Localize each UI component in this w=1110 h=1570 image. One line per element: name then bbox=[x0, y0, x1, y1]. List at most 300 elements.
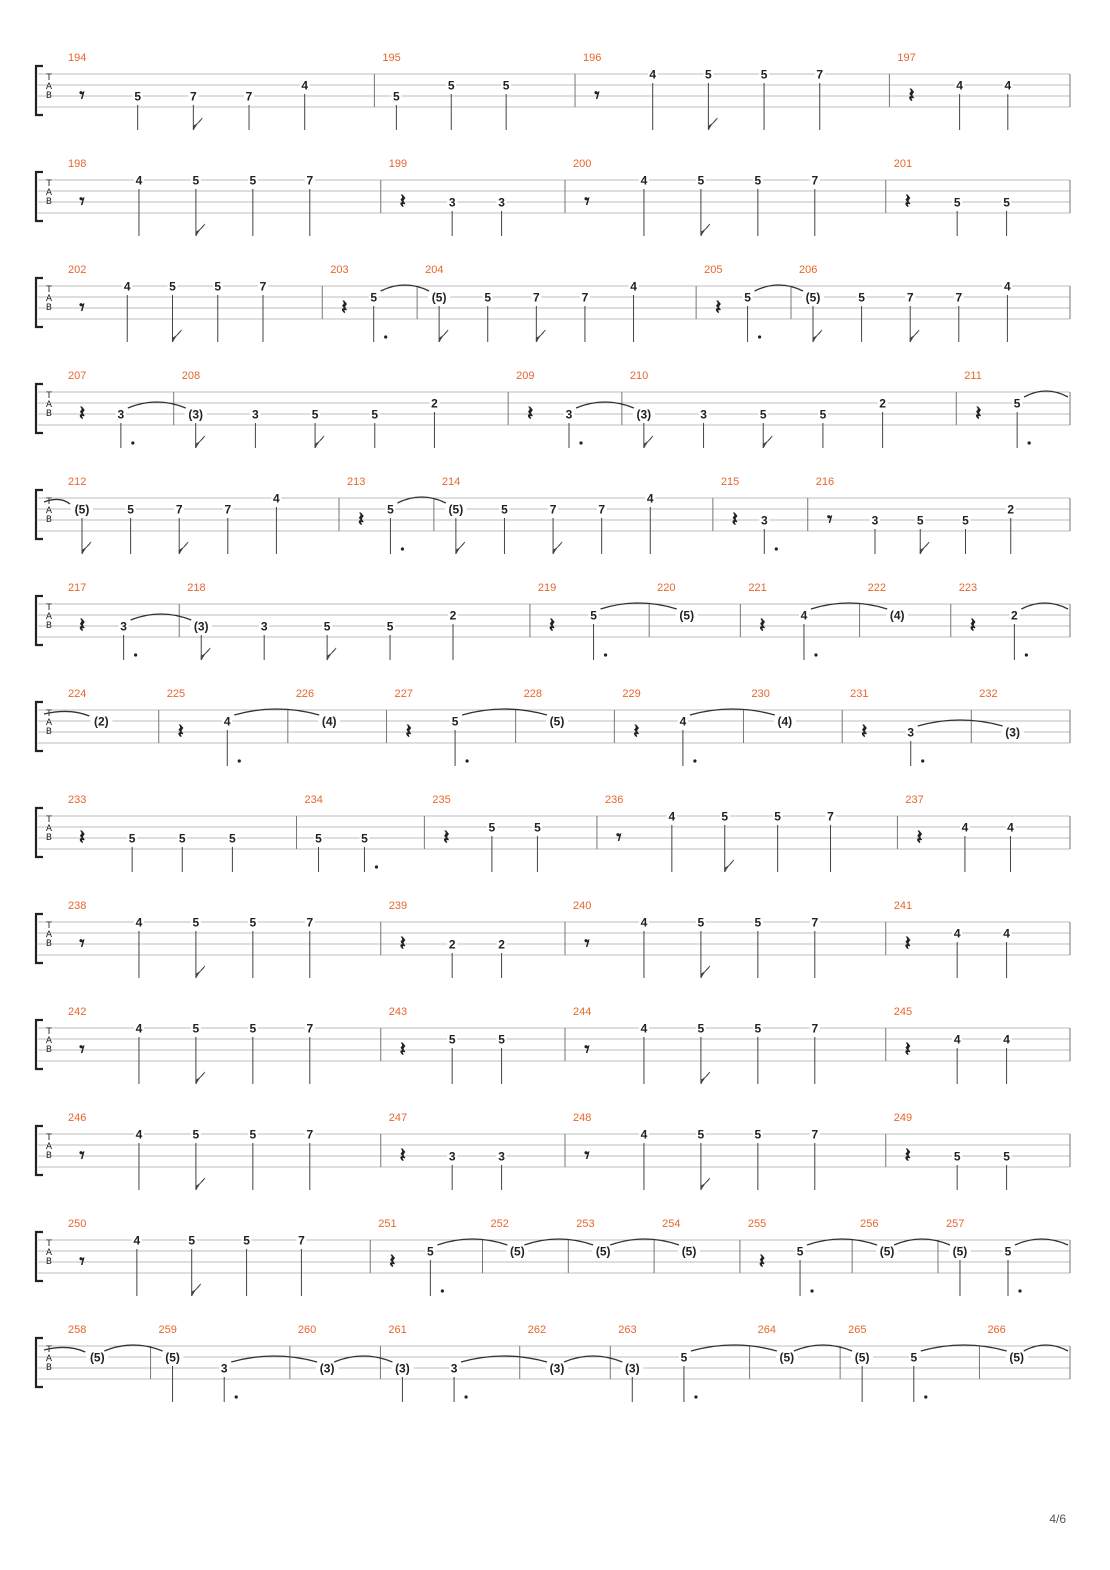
measure bbox=[740, 1218, 814, 1296]
fret-number: 5 bbox=[323, 619, 331, 634]
fret-number: 4 bbox=[1004, 78, 1012, 93]
measure bbox=[381, 1112, 507, 1190]
fret-number: 5 bbox=[498, 1032, 505, 1047]
tab-clef-letter: B bbox=[45, 1045, 53, 1055]
fret-number: 5 bbox=[774, 809, 781, 824]
note-flag bbox=[813, 330, 822, 342]
measure bbox=[381, 264, 639, 342]
fret-number: 7 bbox=[955, 290, 963, 305]
fret-number: 2 bbox=[449, 608, 457, 623]
note-flag bbox=[315, 436, 324, 448]
duration-dot bbox=[924, 1395, 927, 1398]
measure-number: 228 bbox=[523, 688, 542, 700]
tab-clef-letter: T bbox=[46, 1027, 52, 1037]
fret-number: 5 bbox=[249, 173, 257, 188]
fret-number: 5 bbox=[192, 1021, 200, 1036]
measure bbox=[44, 1324, 108, 1365]
measure bbox=[740, 582, 817, 660]
measure bbox=[508, 370, 582, 448]
measure-number: 204 bbox=[425, 264, 444, 276]
fret-number: (5) bbox=[1009, 1350, 1025, 1365]
measure bbox=[597, 794, 836, 872]
fret-number: 5 bbox=[447, 78, 455, 93]
fret-number: 7 bbox=[598, 502, 606, 517]
fret-number: (3) bbox=[624, 1361, 640, 1376]
fret-number: 7 bbox=[259, 279, 267, 294]
measure bbox=[381, 1006, 507, 1084]
tab-clef-letter: A bbox=[45, 718, 53, 728]
eighth-rest: 𝄾 bbox=[827, 507, 833, 531]
fret-number: (5) bbox=[805, 290, 821, 305]
duration-dot bbox=[441, 1289, 444, 1292]
measure bbox=[231, 1324, 338, 1379]
measure-number: 254 bbox=[662, 1218, 681, 1230]
fret-number: 3 bbox=[448, 1149, 456, 1164]
fret-number: 5 bbox=[953, 1149, 961, 1164]
quarter-rest: 𝄽 bbox=[908, 83, 915, 107]
fret-number: (3) bbox=[188, 407, 204, 422]
fret-number: (5) bbox=[510, 1244, 525, 1259]
eighth-rest: 𝄾 bbox=[584, 1143, 590, 1167]
system-bracket bbox=[36, 914, 43, 963]
measure bbox=[68, 158, 315, 236]
duration-dot bbox=[131, 441, 134, 444]
note-flag bbox=[701, 224, 710, 236]
measure-number: 250 bbox=[68, 1218, 87, 1230]
tab-clef-letter: T bbox=[46, 1133, 52, 1143]
measure-number: 205 bbox=[704, 264, 723, 276]
measure-number: 264 bbox=[757, 1324, 776, 1336]
tab-clef-letter: A bbox=[45, 1248, 53, 1258]
quarter-rest: 𝄽 bbox=[399, 189, 406, 213]
tab-clef-letter: T bbox=[46, 285, 52, 295]
measure bbox=[886, 1112, 1012, 1190]
tab-system bbox=[36, 1218, 1070, 1296]
fret-number: 3 bbox=[220, 1361, 228, 1376]
fret-number: 5 bbox=[361, 831, 368, 846]
fret-number: 5 bbox=[371, 407, 379, 422]
fret-number: 4 bbox=[1004, 279, 1011, 294]
measure-number: 236 bbox=[604, 794, 624, 806]
fret-number: 7 bbox=[245, 89, 253, 104]
fret-number: 3 bbox=[260, 619, 268, 634]
measure-number: 212 bbox=[68, 476, 87, 488]
measure-number: 233 bbox=[68, 794, 87, 806]
fret-number: 7 bbox=[811, 915, 819, 930]
measure bbox=[374, 52, 511, 130]
measure-number: 249 bbox=[893, 1112, 913, 1124]
quarter-rest: 𝄽 bbox=[633, 719, 640, 743]
fret-number: 5 bbox=[796, 1244, 804, 1259]
measure bbox=[886, 158, 1012, 236]
tab-clef-letter: B bbox=[45, 1363, 53, 1373]
fret-number: 5 bbox=[484, 290, 492, 305]
measure bbox=[297, 794, 379, 872]
measure-number: 244 bbox=[573, 1006, 592, 1018]
tab-clef-letter: T bbox=[46, 603, 52, 613]
measure-number: 209 bbox=[516, 370, 535, 382]
fret-number: (4) bbox=[777, 714, 793, 729]
measure-number: 253 bbox=[576, 1218, 595, 1230]
quarter-rest: 𝄽 bbox=[399, 1143, 406, 1167]
tab-clef-letter: B bbox=[45, 727, 53, 737]
fret-number: 7 bbox=[190, 89, 197, 104]
measure bbox=[614, 688, 696, 766]
measure-number: 265 bbox=[848, 1324, 867, 1336]
measure-number: 256 bbox=[860, 1218, 879, 1230]
fret-number: (3) bbox=[319, 1361, 335, 1376]
measure-number: 224 bbox=[68, 688, 87, 700]
fret-number: 3 bbox=[565, 407, 573, 422]
note-flag bbox=[192, 1284, 201, 1296]
fret-number: 7 bbox=[306, 173, 314, 188]
fret-number: 5 bbox=[387, 502, 394, 517]
quarter-rest: 𝄽 bbox=[861, 719, 868, 743]
measure-number: 207 bbox=[68, 370, 87, 382]
tab-system bbox=[36, 582, 1070, 660]
measure bbox=[565, 158, 820, 236]
fret-number: 4 bbox=[223, 714, 231, 729]
fret-number: 3 bbox=[498, 1149, 505, 1164]
fret-number: (5) bbox=[431, 290, 447, 305]
fret-number: 5 bbox=[502, 78, 510, 93]
system-bracket bbox=[36, 808, 43, 857]
measure-number: 255 bbox=[747, 1218, 767, 1230]
measure-number: 229 bbox=[622, 688, 641, 700]
measure bbox=[918, 688, 1024, 743]
measure bbox=[713, 476, 778, 554]
fret-number: 5 bbox=[249, 1127, 257, 1142]
fret-number: 5 bbox=[590, 608, 597, 623]
quarter-rest: 𝄽 bbox=[969, 613, 976, 637]
measure bbox=[576, 370, 888, 448]
fret-number: 7 bbox=[298, 1233, 305, 1248]
fret-number: 4 bbox=[956, 78, 963, 93]
fret-number: 3 bbox=[760, 513, 768, 528]
note-flag bbox=[179, 542, 188, 554]
system-bracket bbox=[36, 278, 43, 327]
duration-dot bbox=[775, 547, 778, 550]
quarter-rest: 𝄽 bbox=[78, 825, 86, 849]
measure bbox=[794, 1324, 928, 1402]
fret-number: 4 bbox=[668, 809, 676, 824]
fret-number: 7 bbox=[306, 1127, 314, 1142]
measure-number: 258 bbox=[68, 1324, 87, 1336]
fret-number: 5 bbox=[760, 67, 768, 82]
measure bbox=[564, 1324, 698, 1402]
fret-number: (5) bbox=[854, 1350, 870, 1365]
fret-number: (4) bbox=[321, 714, 337, 729]
measure bbox=[808, 476, 1016, 554]
tab-clef-letter: B bbox=[45, 197, 53, 207]
note-flag bbox=[763, 436, 772, 448]
measure bbox=[159, 688, 241, 766]
system-bracket bbox=[36, 1232, 43, 1281]
fret-number: 5 bbox=[178, 831, 186, 846]
fret-number: 5 bbox=[451, 714, 459, 729]
fret-number: 5 bbox=[448, 1032, 456, 1047]
measure bbox=[44, 476, 281, 554]
measure-number: 237 bbox=[905, 794, 924, 806]
measure bbox=[921, 1324, 1068, 1379]
quarter-rest: 𝄽 bbox=[758, 1249, 765, 1273]
measure bbox=[68, 794, 237, 872]
measure bbox=[339, 476, 404, 554]
note-flag bbox=[708, 118, 717, 130]
fret-number: 5 bbox=[721, 809, 729, 824]
fret-number: 7 bbox=[816, 67, 824, 82]
measure-number: 208 bbox=[181, 370, 201, 382]
fret-number: (5) bbox=[448, 502, 464, 517]
tab-system bbox=[36, 794, 1070, 872]
fret-number: 5 bbox=[819, 407, 827, 422]
fret-number: (3) bbox=[636, 407, 652, 422]
measure bbox=[886, 900, 1012, 978]
duration-dot bbox=[401, 547, 404, 550]
measure bbox=[234, 688, 340, 743]
fret-number: 4 bbox=[649, 67, 657, 82]
fret-number: 7 bbox=[306, 915, 314, 930]
measure bbox=[565, 1006, 820, 1084]
note-flag bbox=[82, 542, 91, 554]
fret-number: 5 bbox=[534, 820, 541, 835]
fret-number: 2 bbox=[1011, 608, 1018, 623]
measure-number: 201 bbox=[893, 158, 913, 170]
tab-system bbox=[36, 52, 1070, 130]
tab-clef-letter: T bbox=[46, 391, 52, 401]
fret-number: 4 bbox=[679, 714, 687, 729]
measure bbox=[807, 1218, 898, 1273]
measure-number: 198 bbox=[68, 158, 87, 170]
fret-number: 7 bbox=[224, 502, 232, 517]
measure-number: 216 bbox=[815, 476, 835, 488]
fret-number: 5 bbox=[127, 502, 134, 517]
measure-number: 214 bbox=[441, 476, 461, 488]
fret-number: (3) bbox=[1005, 725, 1020, 740]
tab-system bbox=[36, 370, 1070, 448]
fret-number: 5 bbox=[249, 1021, 257, 1036]
tab-clef-letter: B bbox=[45, 303, 53, 313]
fret-number: 4 bbox=[135, 915, 143, 930]
fret-number: 5 bbox=[680, 1350, 688, 1365]
system-bracket bbox=[36, 1126, 43, 1175]
eighth-rest: 𝄾 bbox=[79, 1037, 85, 1061]
eighth-rest: 𝄾 bbox=[79, 189, 85, 213]
fret-number: 5 bbox=[1003, 1149, 1010, 1164]
fret-number: (3) bbox=[549, 1361, 565, 1376]
fret-number: 5 bbox=[229, 831, 236, 846]
measure-number: 248 bbox=[573, 1112, 592, 1124]
fret-number: 5 bbox=[427, 1244, 434, 1259]
measure-number: 247 bbox=[388, 1112, 408, 1124]
quarter-rest: 𝄽 bbox=[759, 613, 766, 637]
duration-dot bbox=[1028, 441, 1031, 444]
quarter-rest: 𝄽 bbox=[548, 613, 555, 637]
measure-number: 196 bbox=[583, 52, 602, 64]
tab-clef-letter: B bbox=[45, 1257, 53, 1267]
measure-number: 238 bbox=[68, 900, 87, 912]
measure bbox=[691, 1324, 798, 1379]
quarter-rest: 𝄽 bbox=[904, 189, 911, 213]
quarter-rest: 𝄽 bbox=[405, 719, 412, 743]
duration-dot bbox=[694, 1395, 697, 1398]
measure bbox=[886, 1006, 1012, 1084]
fret-number: 2 bbox=[879, 396, 886, 411]
duration-dot bbox=[810, 1289, 813, 1292]
quarter-rest: 𝄽 bbox=[399, 931, 406, 955]
duration-dot bbox=[384, 335, 387, 338]
measure bbox=[956, 370, 1068, 448]
tab-clef-letter: A bbox=[45, 1142, 53, 1152]
fret-number: (5) bbox=[165, 1350, 180, 1365]
measure-number: 251 bbox=[378, 1218, 397, 1230]
system-bracket bbox=[36, 172, 43, 221]
measure bbox=[575, 52, 825, 130]
fret-number: 4 bbox=[646, 491, 654, 506]
tab-system bbox=[36, 1324, 1070, 1402]
measure bbox=[128, 370, 440, 448]
measure bbox=[387, 688, 469, 766]
measure-number: 203 bbox=[330, 264, 349, 276]
tab-clef-letter: B bbox=[45, 833, 53, 843]
fret-number: 3 bbox=[498, 195, 505, 210]
note-flag bbox=[196, 1072, 205, 1084]
measure bbox=[601, 582, 698, 637]
measure bbox=[68, 52, 310, 130]
measure-number: 241 bbox=[893, 900, 913, 912]
note-flag bbox=[327, 648, 336, 660]
fret-number: 3 bbox=[120, 619, 127, 634]
duration-dot bbox=[134, 653, 137, 656]
measure-number: 197 bbox=[897, 52, 916, 64]
tab-clef-letter: A bbox=[45, 188, 53, 198]
fret-number: 5 bbox=[1003, 195, 1010, 210]
note-flag bbox=[196, 436, 205, 448]
tab-system bbox=[36, 1112, 1070, 1190]
duration-dot bbox=[465, 759, 468, 762]
measure-number: 234 bbox=[304, 794, 323, 806]
measure bbox=[104, 1324, 238, 1402]
measure-number: 194 bbox=[68, 52, 87, 64]
tab-clef-letter: B bbox=[45, 621, 53, 631]
fret-number: 4 bbox=[135, 1127, 143, 1142]
tab-clef-letter: T bbox=[46, 497, 52, 507]
quarter-rest: 𝄽 bbox=[975, 401, 982, 425]
duration-dot bbox=[238, 759, 241, 762]
measure-number: 222 bbox=[867, 582, 886, 594]
tab-system bbox=[36, 688, 1070, 766]
measure-number: 200 bbox=[573, 158, 592, 170]
measure-number: 219 bbox=[537, 582, 557, 594]
measure bbox=[68, 1006, 315, 1084]
fret-number: (5) bbox=[74, 502, 90, 517]
fret-number: (5) bbox=[89, 1350, 105, 1365]
fret-number: (5) bbox=[549, 714, 565, 729]
note-flag bbox=[701, 1072, 710, 1084]
fret-number: 3 bbox=[252, 407, 259, 422]
measure-number: 210 bbox=[629, 370, 649, 382]
tab-clef-letter: T bbox=[46, 73, 52, 83]
quarter-rest: 𝄽 bbox=[527, 401, 534, 425]
measure bbox=[461, 1324, 568, 1379]
fret-number: 3 bbox=[907, 725, 915, 740]
fret-number: 5 bbox=[697, 1021, 705, 1036]
measure-number: 206 bbox=[798, 264, 818, 276]
fret-number: 7 bbox=[581, 290, 589, 305]
note-flag bbox=[536, 330, 545, 342]
eighth-rest: 𝄾 bbox=[584, 1037, 590, 1061]
fret-number: 5 bbox=[311, 407, 319, 422]
tab-system bbox=[36, 476, 1070, 554]
measure-number: 195 bbox=[382, 52, 401, 64]
note-flag bbox=[173, 330, 182, 342]
quarter-rest: 𝄽 bbox=[443, 825, 450, 849]
fret-number: 5 bbox=[214, 279, 222, 294]
fret-number: 5 bbox=[192, 173, 200, 188]
measure-number: 223 bbox=[958, 582, 978, 594]
fret-number: 4 bbox=[1003, 926, 1010, 941]
measure bbox=[68, 264, 268, 342]
quarter-rest: 𝄽 bbox=[731, 507, 738, 531]
tab-clef-letter: T bbox=[46, 815, 52, 825]
fret-number: 5 bbox=[249, 915, 257, 930]
fret-number: 4 bbox=[1007, 820, 1014, 835]
note-flag bbox=[910, 330, 919, 342]
fret-number: 3 bbox=[871, 513, 879, 528]
measure-number: 213 bbox=[347, 476, 366, 488]
duration-dot bbox=[375, 865, 378, 868]
system-bracket bbox=[36, 596, 43, 645]
fret-number: 5 bbox=[759, 407, 767, 422]
fret-number: 4 bbox=[123, 279, 131, 294]
fret-number: 3 bbox=[700, 407, 707, 422]
eighth-rest: 𝄾 bbox=[594, 83, 600, 107]
eighth-rest: 𝄾 bbox=[79, 931, 85, 955]
fret-number: 4 bbox=[1003, 1032, 1010, 1047]
tab-clef-letter: T bbox=[46, 921, 52, 931]
measure bbox=[889, 52, 1012, 130]
tab-clef-letter: B bbox=[45, 91, 53, 101]
quarter-rest: 𝄽 bbox=[904, 1037, 911, 1061]
measure-number: 245 bbox=[893, 1006, 913, 1018]
system-bracket bbox=[36, 1020, 43, 1069]
note-flag bbox=[553, 542, 562, 554]
quarter-rest: 𝄽 bbox=[78, 613, 86, 637]
measure-number: 225 bbox=[166, 688, 186, 700]
eighth-rest: 𝄾 bbox=[584, 189, 590, 213]
fret-number: (5) bbox=[952, 1244, 968, 1259]
duration-dot bbox=[1025, 653, 1028, 656]
measure bbox=[755, 264, 1013, 342]
note-flag bbox=[644, 436, 653, 448]
tab-system bbox=[36, 900, 1070, 978]
measure-number: 263 bbox=[618, 1324, 637, 1336]
tab-system bbox=[36, 1006, 1070, 1084]
fret-number: 5 bbox=[192, 1127, 200, 1142]
quarter-rest: 𝄽 bbox=[389, 1249, 396, 1273]
fret-number: 7 bbox=[549, 502, 557, 517]
quarter-rest: 𝄽 bbox=[177, 719, 184, 743]
tab-clef-letter: B bbox=[45, 1151, 53, 1161]
measure-number: 231 bbox=[850, 688, 869, 700]
fret-number: 5 bbox=[916, 513, 924, 528]
fret-number: (5) bbox=[679, 608, 695, 623]
measure-number: 217 bbox=[68, 582, 87, 594]
measure bbox=[322, 264, 387, 342]
duration-dot bbox=[693, 759, 696, 762]
measure-number: 211 bbox=[964, 370, 982, 382]
tab-clef-letter: A bbox=[45, 1354, 53, 1364]
